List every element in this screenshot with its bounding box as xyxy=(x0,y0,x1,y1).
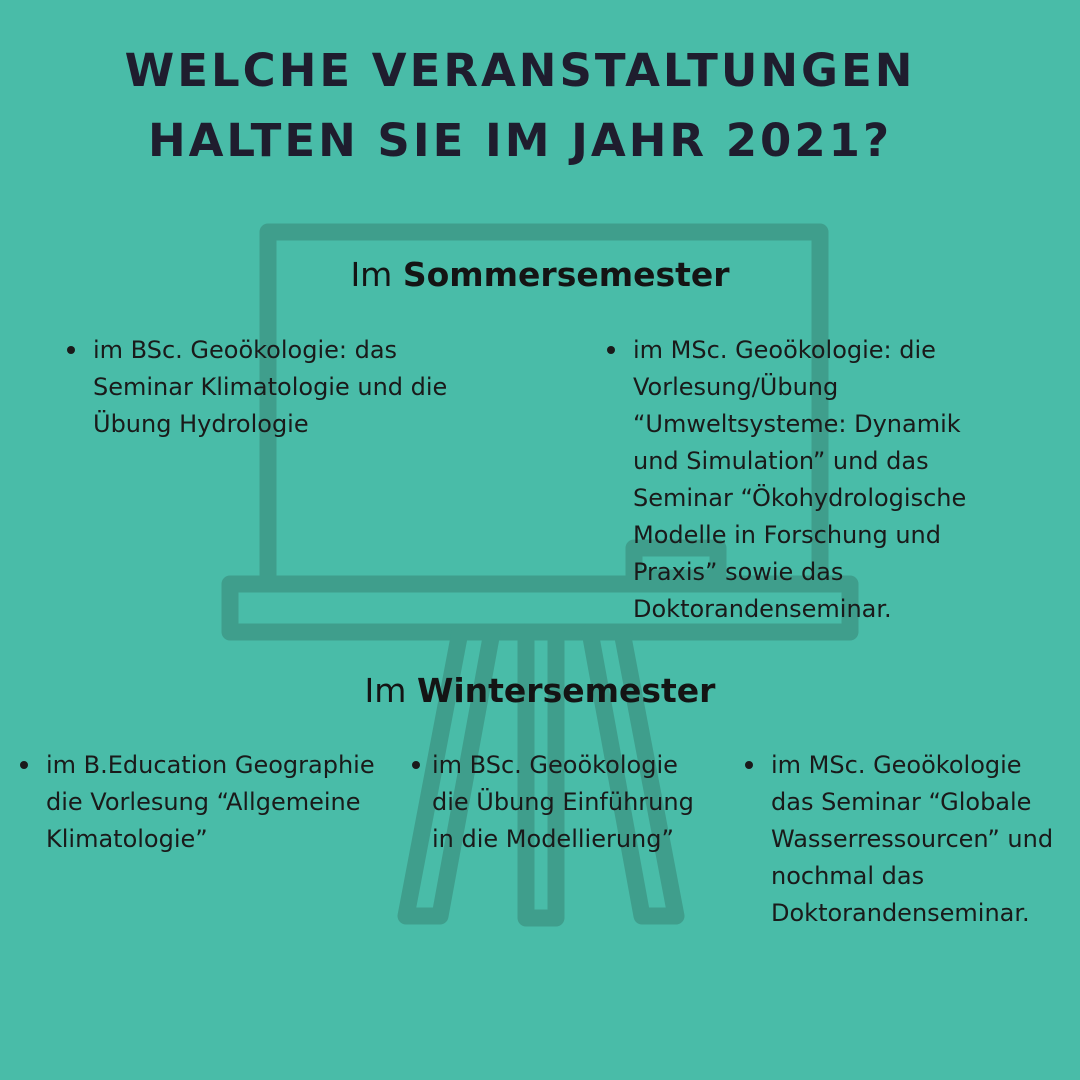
list-item xyxy=(46,747,398,858)
winter-semester-heading xyxy=(0,671,1080,710)
summer-heading-prefix: Im xyxy=(350,255,393,294)
bullet-icon xyxy=(20,761,28,769)
list-item-text: im BSc. Geoökologie: das Seminar Klimatologie und die Übung Hydrologie xyxy=(93,336,448,438)
list-item-text: im BSc. Geoökologie die Übung Einführung in die Modellierung” xyxy=(432,751,694,853)
summer-semester-heading xyxy=(0,255,1080,294)
bullet-icon xyxy=(607,346,615,354)
bullet-icon xyxy=(67,346,75,354)
summer-heading-emphasis: Sommersemester xyxy=(402,255,730,294)
list-item-text: im MSc. Geoökologie: die Vorlesung/Übung “Umweltsysteme: Dynamik und Simulation” und das Seminar “Ökohydrologische Modelle in Forschung und Praxis” sowie das Doktorandenseminar. xyxy=(633,336,967,623)
list-item xyxy=(771,747,1066,932)
winter-heading-emphasis: Wintersemester xyxy=(416,671,716,710)
list-item-text: im B.Education Geographie die Vorlesung “Allgemeine Klimatologie” xyxy=(46,751,375,853)
winter-heading-prefix: Im xyxy=(364,671,407,710)
list-item xyxy=(633,332,1013,628)
title-line-2: HALTEN SIE IM JAHR 2021? xyxy=(147,114,893,167)
page-title xyxy=(0,36,1040,176)
bullet-icon xyxy=(745,761,753,769)
list-item-text: im MSc. Geoökologie das Seminar “Globale Wasserressourcen” und nochmal das Doktorandenseminar. xyxy=(771,751,1054,927)
list-item xyxy=(93,332,493,443)
title-line-1: WELCHE VERANSTALTUNGEN xyxy=(124,44,916,97)
list-item xyxy=(432,747,722,858)
bullet-icon xyxy=(412,761,420,769)
